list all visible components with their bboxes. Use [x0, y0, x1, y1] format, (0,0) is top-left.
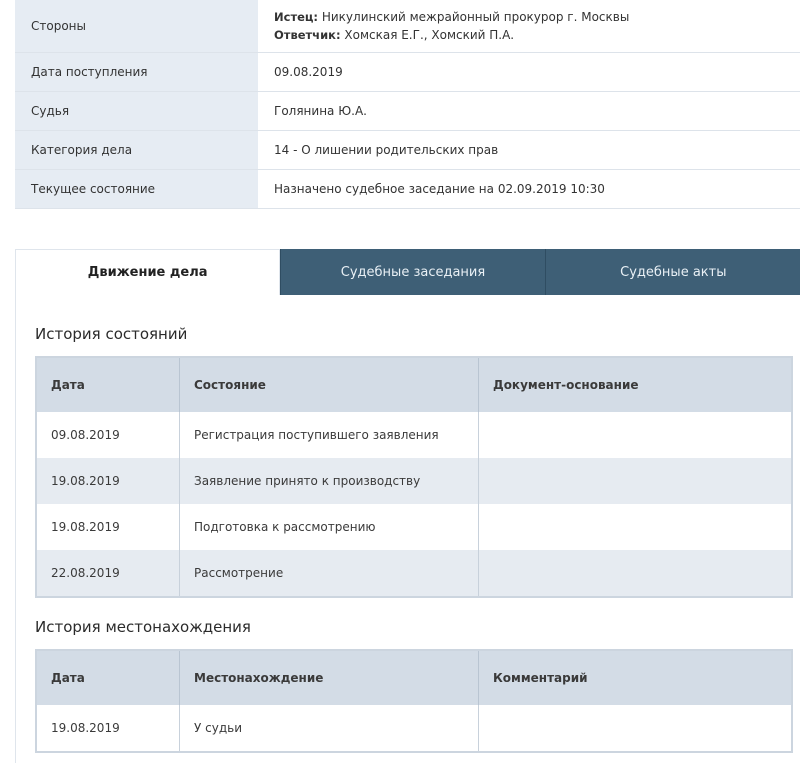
cell-date: 22.08.2019 [36, 550, 180, 597]
state-value: Назначено судебное заседание на 02.09.2019 10:30 [258, 170, 800, 209]
cell-date: 19.08.2019 [36, 504, 180, 550]
state-history-title: История состояний [35, 325, 188, 343]
cell-location: У судьи [180, 705, 479, 752]
info-row-category [15, 131, 800, 170]
cell-state: Заявление принято к производству [180, 458, 479, 504]
col-document: Документ-основание [479, 357, 793, 412]
judge-value: Голянина Ю.А. [258, 92, 800, 131]
tab-court-acts[interactable]: Судебные акты [545, 249, 800, 295]
tab-court-sessions[interactable]: Судебные заседания [280, 249, 544, 295]
info-row-judge [15, 92, 800, 131]
col-comment: Комментарий [479, 650, 793, 705]
cell-date: 19.08.2019 [36, 458, 180, 504]
cell-document [479, 550, 793, 597]
received-value: 09.08.2019 [258, 53, 800, 92]
category-value: 14 - О лишении родительских прав [258, 131, 800, 170]
plaintiff-label: Истец: [274, 9, 319, 24]
col-date: Дата [36, 650, 180, 705]
cell-comment [479, 705, 793, 752]
location-history-title: История местонахождения [35, 618, 251, 636]
table-row [36, 705, 792, 752]
table-row [36, 412, 792, 458]
info-row-received [15, 53, 800, 92]
panel-border [15, 295, 16, 763]
cell-state: Регистрация поступившего заявления [180, 412, 479, 458]
cell-document [479, 412, 793, 458]
cell-date: 19.08.2019 [36, 705, 180, 752]
cell-state: Подготовка к рассмотрению [180, 504, 479, 550]
location-history-table [35, 649, 793, 753]
state-label: Текущее состояние [15, 170, 258, 209]
col-state: Состояние [180, 357, 479, 412]
col-location: Местонахождение [180, 650, 479, 705]
cell-date: 09.08.2019 [36, 412, 180, 458]
received-label: Дата поступления [15, 53, 258, 92]
table-row [36, 504, 792, 550]
case-tabs [15, 249, 800, 295]
plaintiff-value: Никулинский межрайонный прокурор г. Москвы [321, 9, 630, 24]
parties-value [258, 0, 800, 53]
cell-state: Рассмотрение [180, 550, 479, 597]
state-history-table [35, 356, 793, 598]
cell-document [479, 458, 793, 504]
case-info-table [15, 0, 800, 209]
table-header-row [36, 650, 792, 705]
table-row [36, 458, 792, 504]
info-row-parties [15, 0, 800, 53]
category-label: Категория дела [15, 131, 258, 170]
col-date: Дата [36, 357, 180, 412]
table-header-row [36, 357, 792, 412]
table-row [36, 550, 792, 597]
defendant-label: Ответчик: [274, 27, 341, 42]
cell-document [479, 504, 793, 550]
info-row-state [15, 170, 800, 209]
judge-label: Судья [15, 92, 258, 131]
defendant-value: Хомская Е.Г., Хомский П.А. [344, 27, 515, 42]
tab-case-movement[interactable]: Движение дела [15, 249, 280, 295]
parties-label: Стороны [15, 0, 258, 53]
